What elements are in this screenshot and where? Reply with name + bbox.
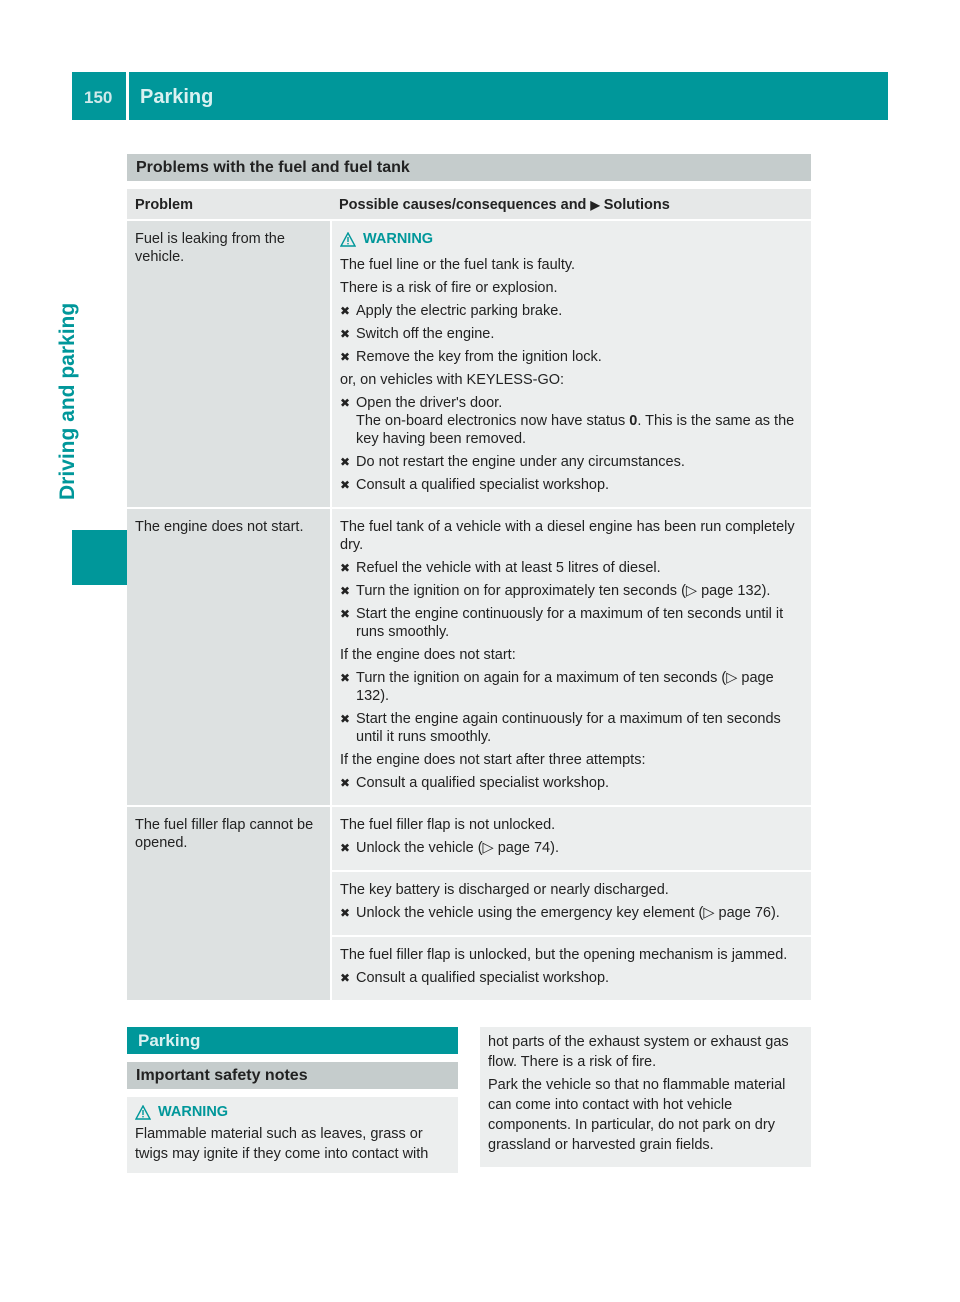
table-row	[127, 806, 811, 871]
step-door	[356, 394, 803, 448]
arrow-right-icon: ✖	[340, 906, 351, 920]
table-header-row	[127, 189, 811, 220]
arrow-right-icon: ✖	[340, 712, 351, 726]
page-title: Parking	[140, 86, 214, 108]
section-bar-parking: Parking	[127, 1027, 458, 1054]
step-text: Remove the key from the ignition lock.	[356, 349, 602, 365]
warning-text: Park the vehicle so that no flammable material can come into contact with hot vehicle components. In particular, do not park on dry grassland or harvested grain fields.	[488, 1077, 786, 1153]
arrow-right-icon: ✖	[340, 841, 351, 855]
step-item	[340, 605, 803, 641]
step-text: Consult a qualified specialist workshop.	[356, 477, 610, 493]
problem-cell: Fuel is leaking from the vehicle.	[127, 220, 331, 508]
col-header-problem: Problem	[127, 189, 331, 220]
step-text: Turn the ignition on for approximately ten seconds (▷ page 132).	[356, 583, 771, 599]
warning-triangle-icon	[135, 1105, 151, 1120]
arrow-right-icon: ✖	[340, 671, 351, 685]
warning-text: hot parts of the exhaust system or exhaust gas flow. There is a risk of fire.	[488, 1034, 789, 1070]
arrow-right-icon: ✖	[340, 350, 351, 364]
warning-header	[340, 230, 803, 248]
subsection-bar-safety: Important safety notes	[127, 1062, 458, 1089]
step-item	[340, 839, 803, 857]
cause-text: The fuel filler flap is unlocked, but the opening mechanism is jammed.	[340, 947, 788, 963]
status-value: 0	[629, 413, 638, 429]
step-text: Do not restart the engine under any circumstances.	[356, 454, 685, 470]
step-item	[340, 394, 803, 448]
step-text: Start the engine continuously for a maximum of ten seconds until it runs smoothly.	[356, 606, 784, 640]
arrow-right-icon: ✖	[340, 304, 351, 318]
arrow-right-icon: ✖	[340, 971, 351, 985]
step-text: Refuel the vehicle with at least 5 litres of diesel.	[356, 560, 661, 576]
condition-text: If the engine does not start:	[340, 647, 516, 663]
col-header-solutions-pre: Possible causes/consequences and	[339, 197, 587, 213]
arrow-right-icon: ✖	[340, 455, 351, 469]
solution-cell	[331, 936, 811, 1000]
col-header-solutions	[331, 189, 811, 220]
arrow-right-icon: ✖	[340, 607, 351, 621]
step-text: Consult a qualified specialist workshop.	[356, 970, 610, 986]
warning-label: WARNING	[158, 1104, 229, 1120]
arrow-right-icon: ✖	[340, 478, 351, 492]
step-item	[340, 669, 803, 705]
or-text: or, on vehicles with KEYLESS-GO:	[340, 372, 565, 388]
door-note-post: . This is the same as the key having been removed.	[356, 413, 795, 447]
page-number: 150	[84, 88, 113, 107]
arrow-right-icon: ✖	[340, 561, 351, 575]
step-text: Unlock the vehicle using the emergency key element (▷ page 76).	[356, 905, 780, 921]
warning-triangle-icon	[340, 232, 356, 247]
door-note-pre: The on-board electronics now have status	[356, 413, 630, 429]
step-item	[340, 582, 803, 600]
step-item	[340, 453, 803, 471]
solution-cell	[331, 871, 811, 936]
step-item	[340, 325, 803, 343]
cause-text: There is a risk of fire or explosion.	[340, 280, 558, 296]
solution-cell	[331, 220, 811, 508]
arrow-right-icon: ▶	[590, 198, 600, 212]
warning-header	[135, 1102, 450, 1122]
cause-text: The fuel line or the fuel tank is faulty.	[340, 257, 576, 273]
step-text: Turn the ignition on again for a maximum of ten seconds (▷ page 132).	[356, 670, 774, 704]
problem-cell: The engine does not start.	[127, 508, 331, 806]
step-item	[340, 710, 803, 746]
solution-cell	[331, 508, 811, 806]
warning-box	[127, 1097, 458, 1173]
table-title: Problems with the fuel and fuel tank	[127, 154, 811, 181]
arrow-right-icon: ✖	[340, 396, 351, 410]
step-item	[340, 904, 803, 922]
step-text: Unlock the vehicle (▷ page 74).	[356, 840, 559, 856]
page-header	[72, 72, 888, 120]
step-item	[340, 348, 803, 366]
step-item	[340, 969, 803, 987]
cause-text: The key battery is discharged or nearly discharged.	[340, 882, 669, 898]
cause-text: The fuel filler flap is not unlocked.	[340, 817, 556, 833]
arrow-right-icon: ✖	[340, 327, 351, 341]
cause-text: The fuel tank of a vehicle with a diesel engine has been run completely dry.	[340, 519, 795, 553]
header-divider	[126, 72, 129, 120]
arrow-right-icon: ✖	[340, 584, 351, 598]
problems-table	[127, 189, 811, 1000]
step-text: Start the engine again continuously for a maximum of ten seconds until it runs smoothly.	[356, 711, 781, 745]
condition-text: If the engine does not start after three attempts:	[340, 752, 646, 768]
step-item	[340, 476, 803, 494]
step-text: Consult a qualified specialist workshop.	[356, 775, 610, 791]
step-item	[340, 302, 803, 320]
table-row	[127, 220, 811, 508]
step-item	[340, 559, 803, 577]
step-item	[340, 774, 803, 792]
solution-cell	[331, 806, 811, 871]
section-sidebar-label: Driving and parking	[56, 302, 79, 500]
warning-text: Flammable material such as leaves, grass or twigs may ignite if they come into contact with	[135, 1126, 429, 1162]
step-text: Apply the electric parking brake.	[356, 303, 563, 319]
section-sidebar-marker	[72, 530, 127, 585]
warning-box-continued	[480, 1027, 811, 1167]
warning-label: WARNING	[363, 231, 434, 247]
problem-cell: The fuel filler flap cannot be opened.	[127, 806, 331, 1000]
table-row	[127, 508, 811, 806]
arrow-right-icon: ✖	[340, 776, 351, 790]
col-header-solutions-post: Solutions	[603, 197, 670, 213]
step-text: Open the driver's door.	[356, 395, 503, 411]
step-text: Switch off the engine.	[356, 326, 495, 342]
